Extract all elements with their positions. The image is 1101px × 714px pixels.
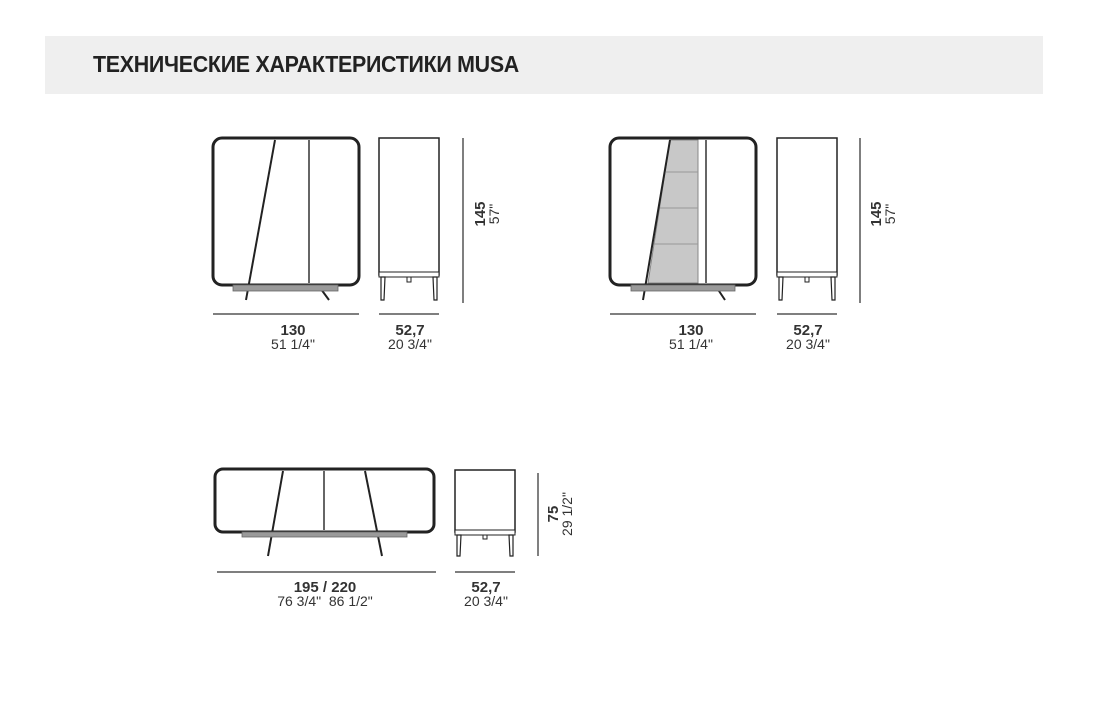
sideboard-side-view xyxy=(455,470,515,556)
height-in: 57" xyxy=(882,203,898,225)
height-cm: 75 xyxy=(545,505,562,523)
height-in: 29 1/2" xyxy=(559,492,575,536)
cabinet-closed-side-view xyxy=(379,138,439,300)
depth-cm: 52,7 xyxy=(793,322,823,339)
sideboard-front-view xyxy=(215,469,434,556)
height-in: 57" xyxy=(486,203,502,225)
width-cm: 195 / 220 xyxy=(293,579,357,596)
width-in: 76 3/4" 86 1/2" xyxy=(277,593,373,609)
cabinet-closed-front-view xyxy=(213,138,359,300)
depth-cm: 52,7 xyxy=(471,579,501,596)
width-cm: 130 xyxy=(678,322,704,339)
height-cm: 145 xyxy=(868,201,885,227)
width-cm: 130 xyxy=(280,322,306,339)
cabinet-glass-front-view xyxy=(610,138,756,300)
depth-in: 20 3/4" xyxy=(464,593,508,609)
cabinet-glass-side-view xyxy=(777,138,837,300)
height-cm: 145 xyxy=(472,201,489,227)
width-in: 51 1/4" xyxy=(669,336,713,352)
depth-cm: 52,7 xyxy=(395,322,425,339)
depth-in: 20 3/4" xyxy=(786,336,830,352)
page-title: ТЕХНИЧЕСКИЕ ХАРАКТЕРИСТИКИ MUSA xyxy=(93,51,519,77)
width-in: 51 1/4" xyxy=(271,336,315,352)
depth-in: 20 3/4" xyxy=(388,336,432,352)
